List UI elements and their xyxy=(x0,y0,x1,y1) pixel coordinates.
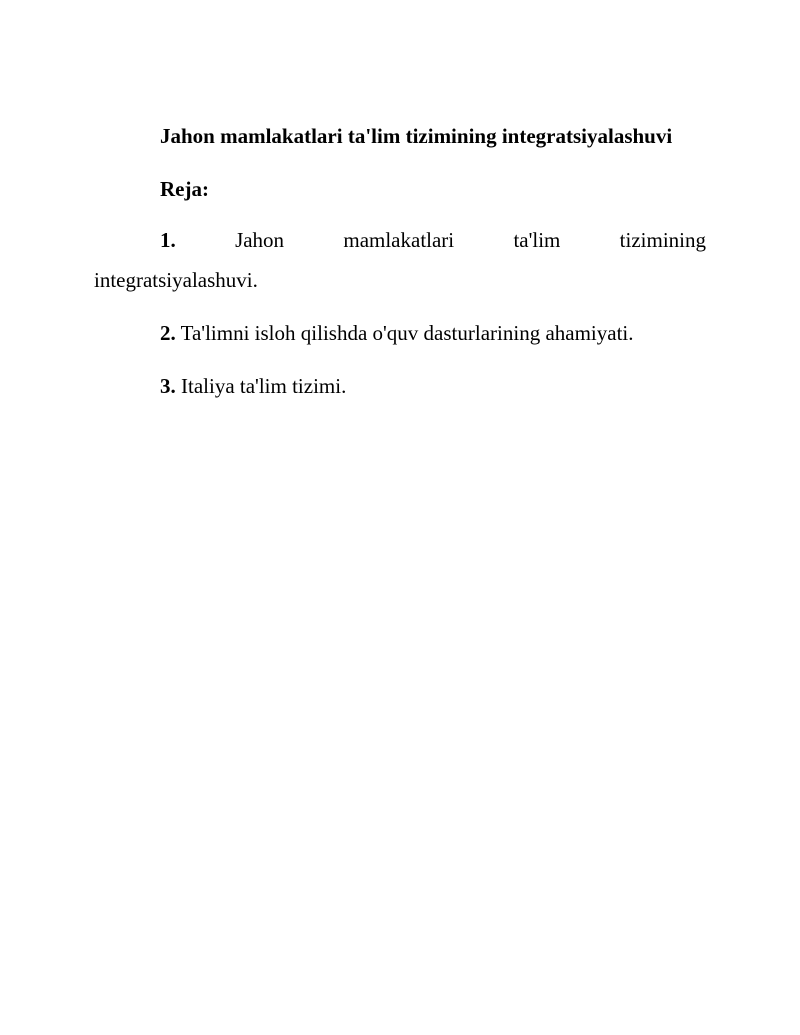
plan-item-number: 1. xyxy=(160,228,176,252)
document-page xyxy=(94,116,706,419)
plan-item-1 xyxy=(94,220,706,300)
plan-item-text: Italiya ta'lim tizimi. xyxy=(181,374,347,398)
plan-item-1-line1 xyxy=(94,220,706,260)
document-title: Jahon mamlakatlari ta'lim tizimining integratsiyalashuvi xyxy=(160,124,673,148)
plan-item-3 xyxy=(94,366,706,406)
plan-item-2 xyxy=(94,313,706,353)
plan-item-number: 3. xyxy=(160,374,176,398)
plan-item-1-line2: integratsiyalashuvi. xyxy=(94,268,258,292)
plan-item-text: Jahon mamlakatlari ta'lim tizimining xyxy=(235,228,707,252)
plan-item-text: Ta'limni isloh qilishda o'quv dasturlarining ahamiyati. xyxy=(180,321,634,345)
plan-heading: Reja: xyxy=(160,177,209,201)
plan-item-number: 2. xyxy=(160,321,176,345)
